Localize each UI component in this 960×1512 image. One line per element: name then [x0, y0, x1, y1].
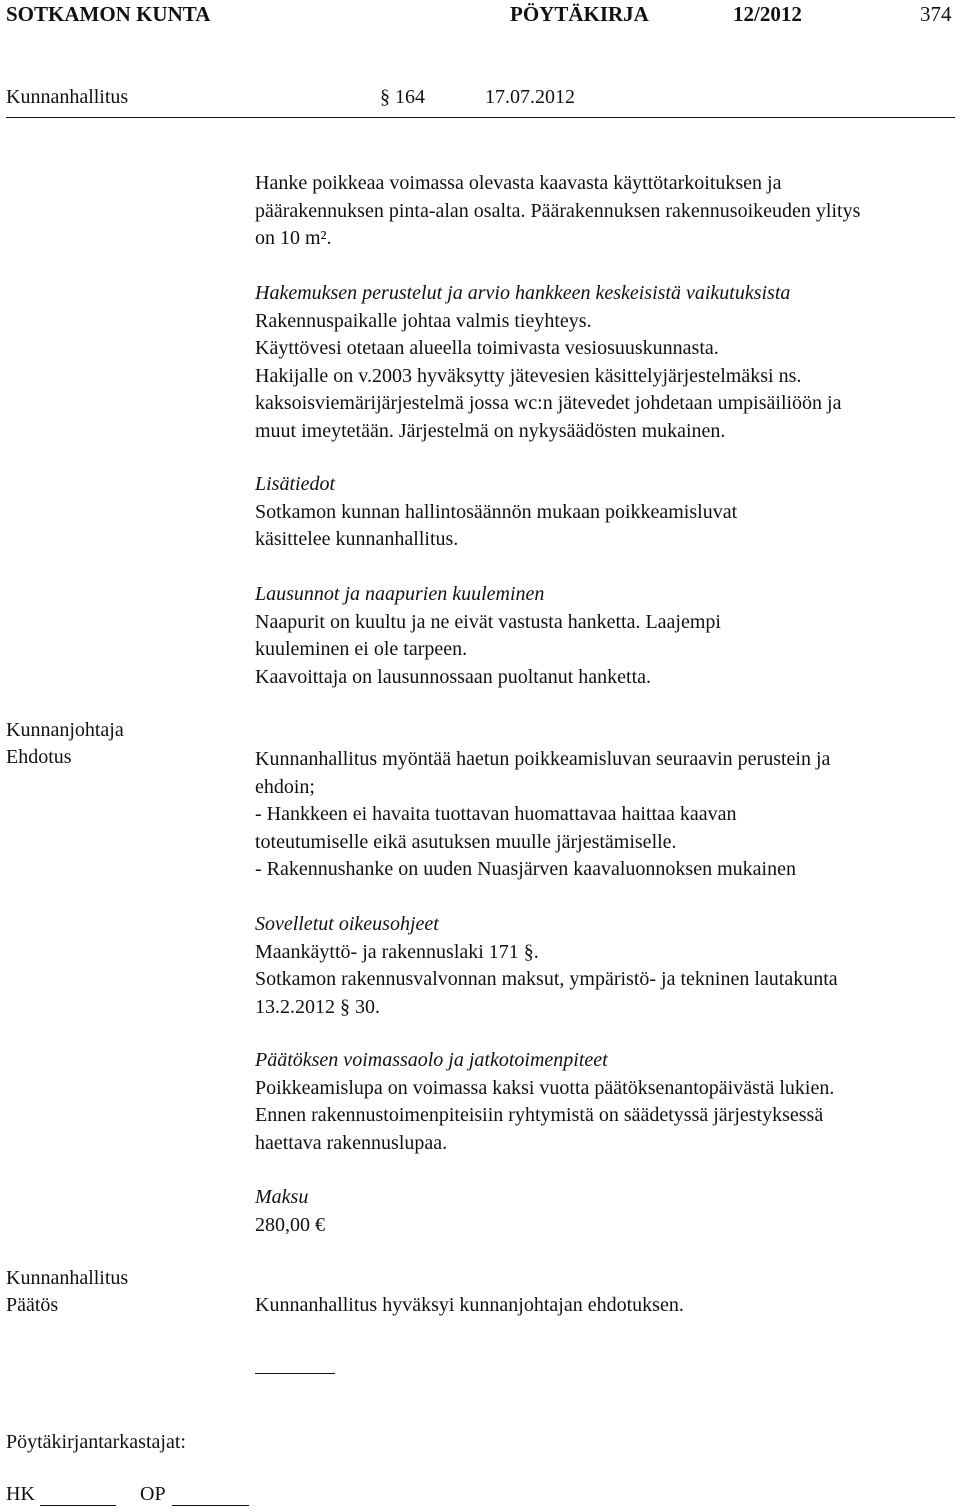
applied-rules-section	[255, 911, 945, 1021]
proposal-line: toteutumiselle eikä asutuksen muulle järjestämiselle.	[255, 830, 677, 853]
statements-line: Kaavoittaja on lausunnossaan puoltanut hanketta.	[255, 665, 652, 688]
validity-line: haettava rakennuslupaa.	[255, 1131, 448, 1154]
fee-amount: 280,00 €	[255, 1213, 325, 1236]
reviewer-initials-1: HK	[6, 1483, 35, 1505]
proposal-section	[255, 746, 945, 884]
additional-heading: Lisätiedot	[255, 473, 336, 495]
proposal-line: - Hankkeen ei havaita tuottavan huomattavaa haittaa kaavan	[255, 803, 737, 825]
fee-heading: Maksu	[255, 1186, 309, 1208]
validity-heading: Päätöksen voimassaolo ja jatkotoimenpiteet	[255, 1049, 608, 1071]
intro-line: Hanke poikkeaa voimassa olevasta kaavasta käyttötarkoituksen ja	[255, 172, 782, 194]
grounds-line: kaksoisviemärijärjestelmä jossa wc:n jätevedet johdetaan umpisäiliöön ja	[255, 392, 842, 414]
decision-end-rule	[255, 1373, 335, 1374]
proposal-line: Kunnanhallitus myöntää haetun poikkeamisluvan seuraavin perustein ja	[255, 748, 831, 770]
header-rule	[6, 117, 955, 118]
grounds-section	[255, 280, 945, 445]
validity-line: Poikkeamislupa on voimassa kaksi vuotta päätöksenantopäivästä lukien.	[255, 1076, 835, 1099]
grounds-heading: Hakemuksen perustelut ja arvio hankkeen keskeisistä vaikutuksista	[255, 282, 791, 304]
statements-section	[255, 581, 945, 691]
decision-text: Kunnanhallitus hyväksyi kunnanjohtajan ehdotuksen.	[255, 1294, 684, 1316]
proposal-label: Ehdotus	[6, 746, 72, 768]
proposal-label-author: Kunnanjohtaja	[6, 719, 124, 741]
reviewer-signature-line-2	[172, 1505, 249, 1506]
applied-rules-heading: Sovelletut oikeusohjeet	[255, 913, 439, 935]
statements-line: kuuleminen ei ole tarpeen.	[255, 638, 468, 660]
grounds-line: Hakijalle on v.2003 hyväksytty jätevesien käsittelyjärjestelmäksi ns.	[255, 364, 802, 387]
additional-section	[255, 471, 945, 554]
additional-line: käsittelee kunnanhallitus.	[255, 528, 459, 550]
decision-label: Päätös	[6, 1294, 59, 1316]
grounds-line: Käyttövesi otetaan alueella toimivasta vesiosuuskunnasta.	[255, 337, 719, 359]
applied-rules-line: Sotkamon rakennusvalvonnan maksut, ympäristö- ja tekninen lautakunta	[255, 968, 838, 990]
applied-rules-line: Maankäyttö- ja rakennuslaki 171 §.	[255, 940, 539, 963]
grounds-line: Rakennuspaikalle johtaa valmis tieyhteys.	[255, 309, 592, 332]
reviewer-initials-2: OP	[140, 1483, 166, 1505]
statements-heading: Lausunnot ja naapurien kuuleminen	[255, 583, 545, 605]
grounds-line: muut imeytetään. Järjestelmä on nykysäädösten mukainen.	[255, 419, 726, 442]
statements-line: Naapurit on kuultu ja ne eivät vastusta hanketta. Laajempi	[255, 610, 721, 633]
section-number: § 164	[380, 86, 425, 108]
reviewers-label: Pöytäkirjantarkastajat:	[6, 1431, 186, 1453]
fee-section	[255, 1184, 945, 1239]
municipality-name: SOTKAMON KUNTA	[6, 2, 211, 26]
additional-line: Sotkamon kunnan hallintosäännön mukaan poikkeamisluvat	[255, 500, 738, 523]
validity-line: Ennen rakennustoimenpiteisiin ryhtymistä on säädetyssä järjestyksessä	[255, 1104, 824, 1126]
intro-paragraph	[255, 170, 945, 253]
proposal-line: ehdoin;	[255, 775, 315, 798]
proposal-line: - Rakennushanke on uuden Nuasjärven kaavaluonnoksen mukainen	[255, 858, 796, 880]
intro-line: on 10 m².	[255, 227, 332, 249]
applied-rules-line: 13.2.2012 § 30.	[255, 995, 380, 1018]
document-type: PÖYTÄKIRJA	[510, 2, 649, 26]
reviewer-signature-line-1	[40, 1505, 116, 1506]
validity-section	[255, 1047, 945, 1157]
meeting-date: 17.07.2012	[485, 86, 575, 108]
issue-number: 12/2012	[733, 2, 802, 26]
meeting-body: Kunnanhallitus	[6, 86, 129, 108]
intro-line: päärakennuksen pinta-alan osalta. Päärakennuksen rakennusoikeuden ylitys	[255, 199, 861, 222]
decision-label-body: Kunnanhallitus	[6, 1267, 129, 1289]
page-number: 374	[920, 2, 952, 26]
